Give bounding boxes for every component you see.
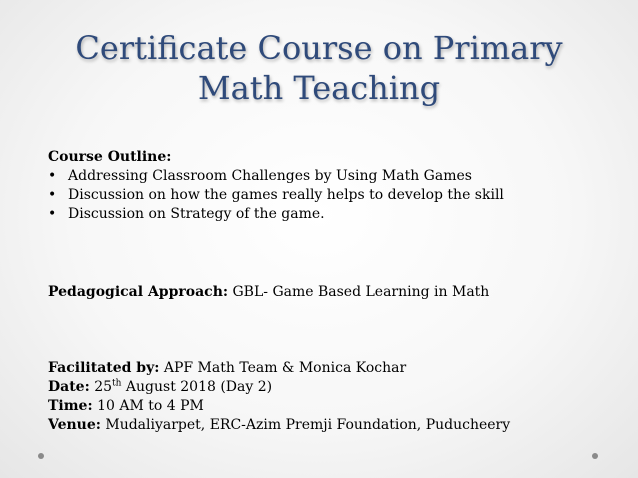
- outline-item-text: Addressing Classroom Challenges by Using Math Games: [68, 168, 472, 184]
- course-outline-section: [48, 148, 618, 224]
- time-label: Time:: [48, 398, 93, 414]
- slide-title: [0, 28, 638, 108]
- list-item: [48, 167, 618, 186]
- date-rest: August 2018 (Day 2): [121, 379, 273, 395]
- date-label: Date:: [48, 379, 90, 395]
- venue-label: Venue:: [48, 417, 101, 433]
- facilitated-by-value: APF Math Team & Monica Kochar: [159, 360, 407, 376]
- date-suffix: th: [112, 378, 122, 389]
- venue-value: Mudaliyarpet, ERC-Azim Premji Foundation, Puducheery: [100, 417, 511, 433]
- date-row: [48, 378, 510, 397]
- list-item: [48, 186, 618, 205]
- facilitated-by-row: [48, 359, 510, 378]
- pedagogical-approach-label: Pedagogical Approach:: [48, 284, 229, 300]
- outline-item-text: Discussion on how the games really helps to develop the skill: [68, 187, 504, 203]
- next-slide-dot-icon[interactable]: [592, 453, 598, 459]
- previous-slide-dot-icon[interactable]: [38, 453, 44, 459]
- bullet-icon: •: [48, 168, 57, 184]
- pedagogical-approach-value: GBL- Game Based Learning in Math: [228, 284, 490, 300]
- bullet-icon: •: [48, 206, 57, 222]
- course-outline-heading: Course Outline:: [48, 149, 172, 165]
- bullet-icon: •: [48, 187, 57, 203]
- date-day: 25: [89, 379, 113, 395]
- title-line-1: Certificate Course on Primary: [75, 29, 563, 67]
- title-line-2: Math Teaching: [197, 69, 441, 107]
- course-outline-list: [48, 167, 618, 224]
- list-item: [48, 205, 618, 224]
- pedagogical-approach: [48, 283, 489, 302]
- time-value: 10 AM to 4 PM: [92, 398, 204, 414]
- venue-row: [48, 416, 510, 435]
- facilitated-by-label: Facilitated by:: [48, 360, 160, 376]
- outline-item-text: Discussion on Strategy of the game.: [68, 206, 325, 222]
- course-details: [48, 359, 510, 435]
- time-row: [48, 397, 510, 416]
